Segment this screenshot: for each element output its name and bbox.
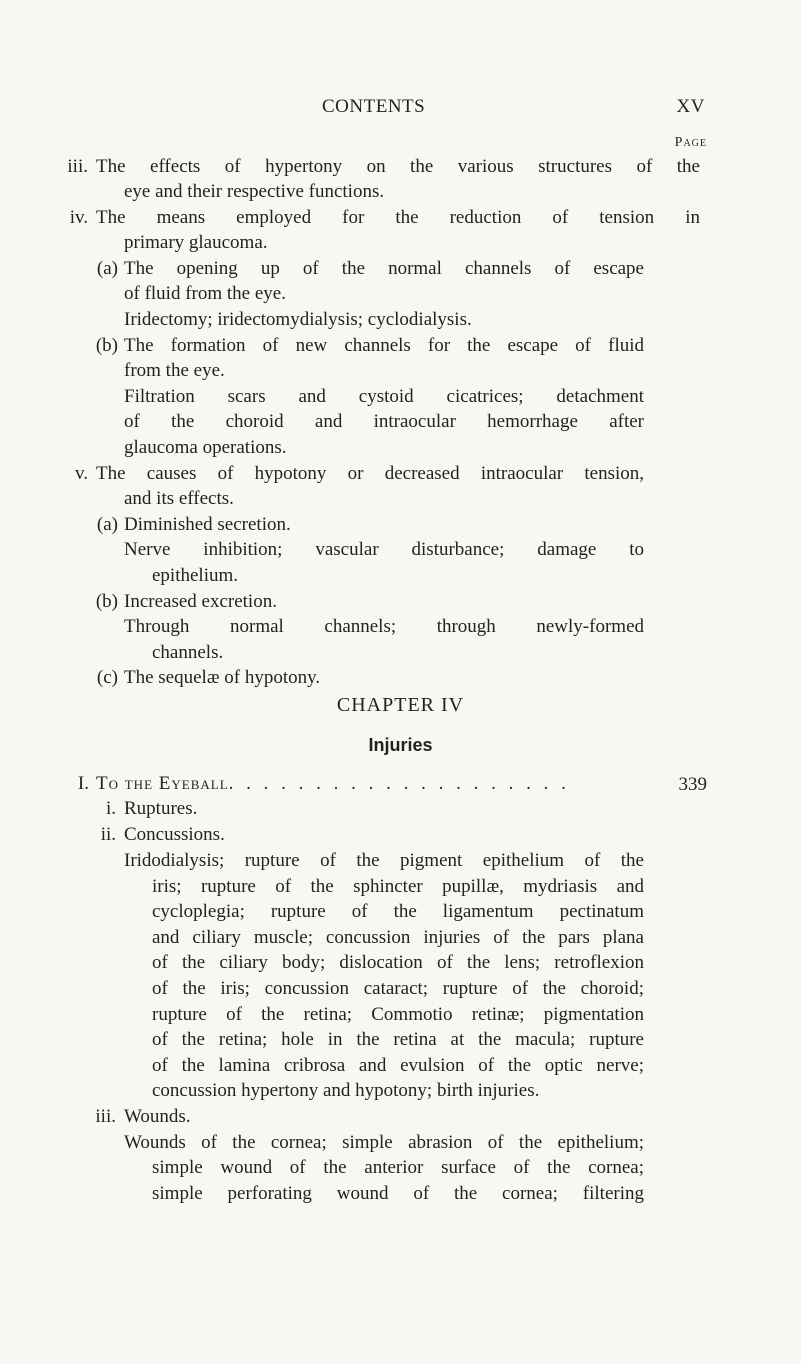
contents-entry-line: primary glaucoma. [124, 232, 268, 253]
concussion-detail-line: Iridodialysis; rupture of the pigment epithelium of the [124, 850, 644, 871]
contents-entry-line: v. The causes of hypotony or decreased intraocular tension, [74, 463, 644, 484]
entry-label: (a) [96, 514, 118, 535]
wounds-detail-line: Wounds of the cornea; simple abrasion of the epithelium; [124, 1132, 644, 1153]
wounds-detail-line: simple perforating wound of the cornea; filtering [152, 1183, 644, 1204]
page-number: XV [676, 96, 705, 117]
concussion-detail-line: rupture of the retina; Commotio retinæ; pigmentation [152, 1004, 644, 1025]
section-label: I. [77, 773, 89, 794]
entry-label: iii. [67, 156, 88, 177]
contents-entry-detail: of the choroid and intraocular hemorrhage after [124, 411, 644, 432]
contents-entry-line: (a) The opening up of the normal channels of escape [96, 258, 644, 279]
dot-leader: . . . . . . . . . . . . . . . . . . . . [228, 773, 570, 794]
contents-entry-line: from the eye. [124, 360, 225, 381]
section-page-number: 339 [678, 774, 707, 795]
contents-entry-detail: Nerve inhibition; vascular disturbance; damage to [124, 539, 644, 560]
entry-label: (c) [96, 667, 118, 688]
section-entry [77, 772, 570, 796]
concussion-detail-line: cycloplegia; rupture of the ligamentum pectinatum [152, 901, 644, 922]
contents-entry-detail: Through normal channels; through newly-formed [124, 616, 644, 637]
concussion-detail-line: of the ciliary body; dislocation of the lens; retroflexion [152, 952, 644, 973]
contents-entry-line: (b) The formation of new channels for the escape of fluid [95, 335, 644, 356]
contents-entry-detail: Iridectomy; iridectomydialysis; cyclodialysis. [124, 309, 472, 330]
concussion-detail-line: concussion hypertony and hypotony; birth injuries. [152, 1080, 540, 1101]
contents-entry-line: iv. The means employed for the reduction of tension in [69, 207, 700, 228]
running-title: CONTENTS [322, 96, 426, 117]
contents-entry-line: eye and their respective functions. [124, 181, 385, 202]
concussion-detail-line: of the iris; concussion cataract; rupture of the choroid; [152, 978, 644, 999]
contents-entry-line: iii. Wounds. [95, 1106, 191, 1127]
chapter-subtitle: Injuries [368, 735, 433, 755]
running-header [0, 96, 801, 120]
contents-entry-detail: Filtration scars and cystoid cicatrices; detachment [124, 386, 644, 407]
concussion-detail-line: of the retina; hole in the retina at the macula; rupture [152, 1029, 644, 1050]
entry-label: iv. [69, 207, 88, 228]
wounds-detail-line: simple wound of the anterior surface of the cornea; [152, 1157, 644, 1178]
contents-entry-line: (c) The sequelæ of hypotony. [96, 667, 321, 688]
entry-label: iii. [95, 1106, 116, 1127]
entry-label: (b) [95, 335, 118, 356]
contents-entry-line: i. Ruptures. [105, 798, 198, 819]
section-title: To the Eyeball [96, 773, 229, 794]
entry-label: v. [74, 463, 88, 484]
contents-entry-line: (a) Diminished secretion. [96, 514, 291, 535]
contents-entry-detail: glaucoma operations. [124, 437, 287, 458]
contents-entry-line: ii. Concussions. [100, 824, 225, 845]
contents-entry-line: (b) Increased excretion. [95, 591, 277, 612]
contents-entry-line: iii. The effects of hypertony on the various structures of the [67, 156, 700, 177]
entry-label: i. [105, 798, 116, 819]
entry-label: (a) [96, 258, 118, 279]
concussion-detail-line: and ciliary muscle; concussion injuries of the pars plana [152, 927, 644, 948]
contents-entry-detail: channels. [152, 642, 224, 663]
contents-entry-line: of fluid from the eye. [124, 283, 286, 304]
contents-entry-detail: epithelium. [152, 565, 239, 586]
page-column-label: Page [674, 135, 707, 150]
entry-label: ii. [100, 824, 116, 845]
contents-entry-line: and its effects. [124, 488, 234, 509]
entry-label: (b) [95, 591, 118, 612]
chapter-title: CHAPTER IV [336, 694, 465, 716]
concussion-detail-line: iris; rupture of the sphincter pupillæ, mydriasis and [152, 876, 644, 897]
concussion-detail-line: of the lamina cribrosa and evulsion of the optic nerve; [152, 1055, 644, 1076]
